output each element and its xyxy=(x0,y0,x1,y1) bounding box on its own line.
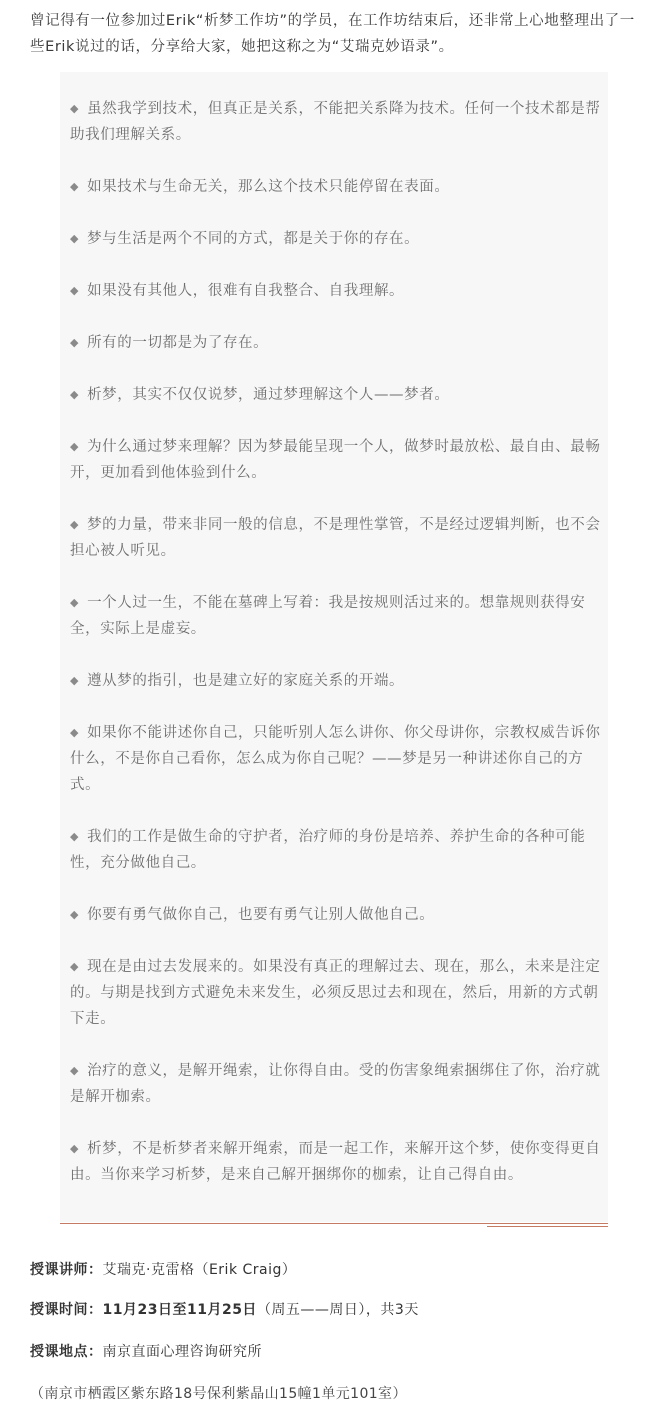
diamond-bullet-icon: ◆ xyxy=(70,596,80,609)
quote-text: 虽然我学到技术，但真正是关系，不能把关系降为技术。任何一个技术都是帮助我们理解关系。 xyxy=(70,101,601,143)
quote-item xyxy=(70,590,606,642)
diamond-bullet-icon: ◆ xyxy=(70,232,80,245)
location-line xyxy=(30,1340,262,1364)
time-rest: （周五——周日），共3天 xyxy=(256,1302,419,1318)
quote-text: 梦与生活是两个不同的方式，都是关于你的存在。 xyxy=(87,231,420,247)
address-line: （南京市栖霞区紫东路18号保利紫晶山15幢1单元101室） xyxy=(30,1386,407,1402)
quote-item xyxy=(70,824,606,876)
quote-item xyxy=(70,902,606,928)
quote-text: 现在是由过去发展来的。如果没有真正的理解过去、现在，那么，未来是注定的。与期是找到方式避免未来发生，必须反思过去和现在，然后，用新的方式朝下走。 xyxy=(70,959,601,1027)
quote-text: 治疗的意义，是解开绳索，让你得自由。受的伤害象绳索捆绑住了你，治疗就是解开枷索。 xyxy=(70,1063,601,1105)
lecturer-value: 艾瑞克·克雷格（Erik Craig） xyxy=(102,1262,297,1278)
quote-item xyxy=(70,954,606,1032)
lecturer-line xyxy=(30,1258,296,1282)
intro-paragraph: 曾记得有一位参加过Erik“析梦工作坊”的学员，在工作坊结束后，还非常上心地整理出了一些Erik说过的话，分享给大家，她把这称之为“艾瑞克妙语录”。 xyxy=(30,13,635,55)
quote-text: 梦的力量，带来非同一般的信息，不是理性掌管，不是经过逻辑判断，也不会担心被人听见。 xyxy=(70,517,601,559)
quote-text: 我们的工作是做生命的守护者，治疗师的身份是培养、养护生命的各种可能性，充分做他自己。 xyxy=(70,829,586,871)
diamond-bullet-icon: ◆ xyxy=(70,960,80,973)
quote-text: 如果你不能讲述你自己，只能听别人怎么讲你、你父母讲你，宗教权威告诉你什么，不是你自己看你，怎么成为你自己呢？——梦是另一种讲述你自己的方式。 xyxy=(70,725,601,793)
quote-item xyxy=(70,174,606,200)
diamond-bullet-icon: ◆ xyxy=(70,1142,80,1155)
diamond-bullet-icon: ◆ xyxy=(70,1064,80,1077)
quote-item xyxy=(70,382,606,408)
quote-text: 如果技术与生命无关，那么这个技术只能停留在表面。 xyxy=(87,179,450,195)
quote-item xyxy=(70,278,606,304)
quote-item xyxy=(70,434,606,486)
quote-item xyxy=(70,512,606,564)
quote-item xyxy=(70,1136,606,1188)
quote-text: 为什么通过梦来理解？因为梦最能呈现一个人，做梦时最放松、最自由、最畅开，更加看到他体验到什么。 xyxy=(70,439,601,481)
quote-box xyxy=(60,72,608,1222)
quote-text: 析梦，其实不仅仅说梦，通过梦理解这个人——梦者。 xyxy=(87,387,450,403)
quote-item xyxy=(70,668,606,694)
diamond-bullet-icon: ◆ xyxy=(70,102,80,115)
quote-text: 遵从梦的指引，也是建立好的家庭关系的开端。 xyxy=(87,673,405,689)
location-label: 授课地点： xyxy=(30,1344,103,1360)
location-value: 南京直面心理咨询研究所 xyxy=(102,1344,262,1360)
quote-text: 一个人过一生，不能在墓碑上写着：我是按规则活过来的。想靠规则获得安全，实际上是虚妄。 xyxy=(70,595,586,637)
diamond-bullet-icon: ◆ xyxy=(70,440,80,453)
quote-text: 你要有勇气做你自己，也要有勇气让别人做他自己。 xyxy=(87,907,435,923)
diamond-bullet-icon: ◆ xyxy=(70,336,80,349)
diamond-bullet-icon: ◆ xyxy=(70,284,80,297)
time-dates: 11月23日至11月25日 xyxy=(102,1302,257,1318)
quote-item xyxy=(70,720,606,798)
diamond-bullet-icon: ◆ xyxy=(70,674,80,687)
diamond-bullet-icon: ◆ xyxy=(70,830,80,843)
quote-text: 析梦，不是析梦者来解开绳索，而是一起工作，来解开这个梦，使你变得更自由。当你来学习析梦，是来自己解开捆绑你的枷索，让自己得自由。 xyxy=(70,1141,601,1183)
diamond-bullet-icon: ◆ xyxy=(70,388,80,401)
quote-item xyxy=(70,96,606,148)
time-line xyxy=(30,1298,419,1322)
quote-text: 如果没有其他人，很难有自我整合、自我理解。 xyxy=(87,283,405,299)
diamond-bullet-icon: ◆ xyxy=(70,180,80,193)
section-divider xyxy=(60,1223,608,1224)
lecturer-label: 授课讲师： xyxy=(30,1262,103,1278)
quote-item xyxy=(70,330,606,356)
time-label: 授课时间： xyxy=(30,1302,103,1318)
diamond-bullet-icon: ◆ xyxy=(70,726,80,739)
quote-item xyxy=(70,1058,606,1110)
diamond-bullet-icon: ◆ xyxy=(70,908,80,921)
quote-item xyxy=(70,226,606,252)
section-divider-accent xyxy=(487,1226,608,1227)
diamond-bullet-icon: ◆ xyxy=(70,518,80,531)
quote-text: 所有的一切都是为了存在。 xyxy=(87,335,269,351)
